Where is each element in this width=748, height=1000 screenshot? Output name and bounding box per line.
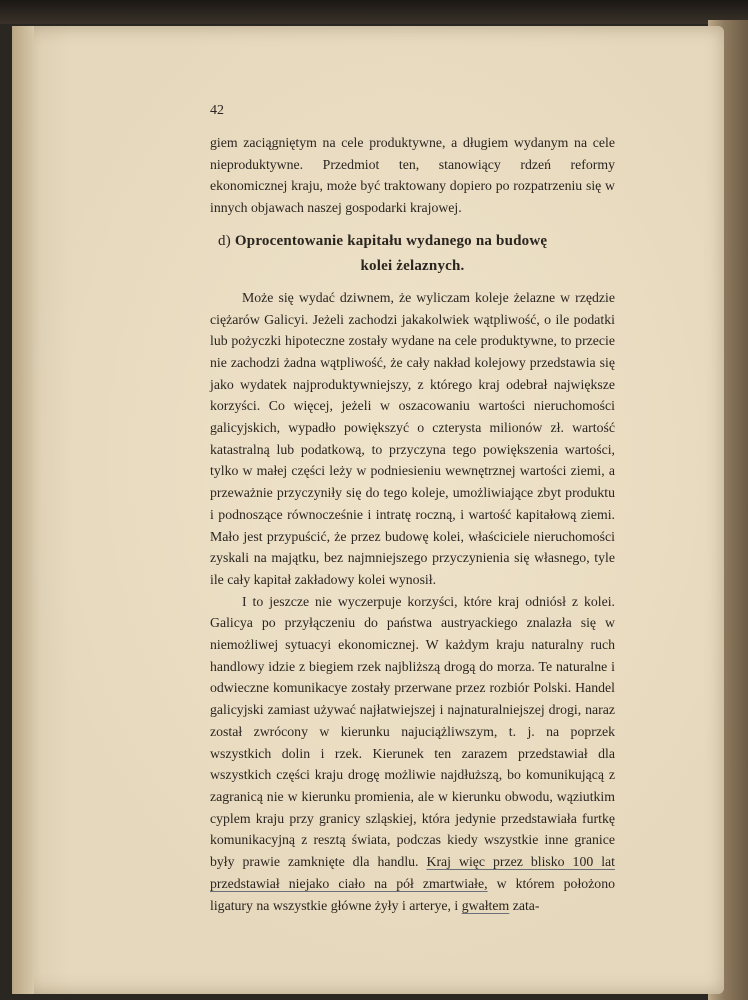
- section-title-line2: kolei żelaznych.: [360, 257, 465, 274]
- section-heading: [210, 229, 615, 279]
- paragraph-trade-routes-end: zata-: [512, 897, 540, 913]
- section-heading-line1: [210, 229, 615, 254]
- page-number: 42: [210, 103, 224, 118]
- underlined-passage: Kraj więc przez blisko 100 lat przedstawiał niejako ciało na pół zmartwiałe,: [210, 854, 616, 891]
- paragraph-railways-burden: Może się wydać dziwnem, że wyliczam koleje żelazne w rzędzie ciężarów Galicyi. Jeżeli zachodzi jakakolwiek wątpliwość, o ile podatki lub pożyczki hipoteczne zostały wydane na cele produktywne, to przecie nie zachodzi żadna wątpliwość, że cały nakład kolejowy przedstawia się jako wydatek najproduktywniejszy, z którego kraj odebrał największe korzyści. Co więcej, jeżeli w oszacowaniu wartości nieruchomości galicyjskich, wypadło powiększyć o czterysta milionów zł. wartość katastralną lub podatkową, to przyczyna tego powiększenia wartości, tylko w małej części leży w podniesieniu wewnętrznej wartości ziemi, a przeważnie przyczyniły się do tego koleje, umożliwiające zbyt produktu i podnoszące równocześnie i intratę roczną, i wartość kapitałową ziemi. Mało jest przypuścić, że przez budowę kolei, właściciele nieruchomości zyskali na majątku, bez najmniejszego przyczynienia się własnego, tyle ile cały kapitał zakładowy kolei wynosił.: [210, 289, 615, 587]
- intro-paragraph: giem zaciągniętym na cele produktywne, a długiem wydanym na cele nieproduktywne. Przedmiot ten, stanowiący rdzeń reformy ekonomicznej kraju, może być traktowany dopiero po rozpatrzeniu się w innych objawach naszej gospodarki krajowej.: [210, 135, 615, 216]
- page-gutter: [12, 26, 34, 994]
- paragraph-trade-routes-text: I to jeszcze nie wyczerpuje korzyści, które kraj odniósł z kolei. Galicya po przyłączeniu do państwa austryackiego znalazła się w niemożliwej sytuacyi ekonomicznej. W każdym kraju naturalny ruch handlowy idzie z biegiem rzek najbliższą drogą do morza. Te naturalne i odwieczne komunikacye zostały przerwane przez rozbiór Polski. Handel galicyjski zamiast używać najłatwiejszej i najnaturalniejszej drogi, naraz został zwrócony w kierunku najuciążliwszym, t. j. na poprzek wszystkich dolin i rzek. Kierunek ten zarazem przedstawiał dla wszystkich części kraju drogę możliwie najdłuższą, bo komunikującą z zagranicą nie w kierunku promienia, ale w kierunku obwodu, wąziutkim cyplem kraju przy granicy szląskiej, która jedynie przedstawiała furtkę komunikacyjną z resztą świata, podczas kiedy wszystkie inne granice były prawie zamknięte dla handlu.: [210, 593, 615, 870]
- scan-background-top: [0, 0, 748, 24]
- paragraph-trade-routes-continuation: w którem położono ligatury na wszystkie główne żyły i arterye, i: [210, 875, 616, 913]
- underlined-word: gwałtem: [461, 897, 510, 913]
- section-title-line1: Oprocentowanie kapitału wydanego na budowę: [234, 232, 548, 249]
- section-label: d): [218, 232, 231, 249]
- page-text: [210, 100, 615, 916]
- paragraph-trade-routes: [210, 591, 615, 917]
